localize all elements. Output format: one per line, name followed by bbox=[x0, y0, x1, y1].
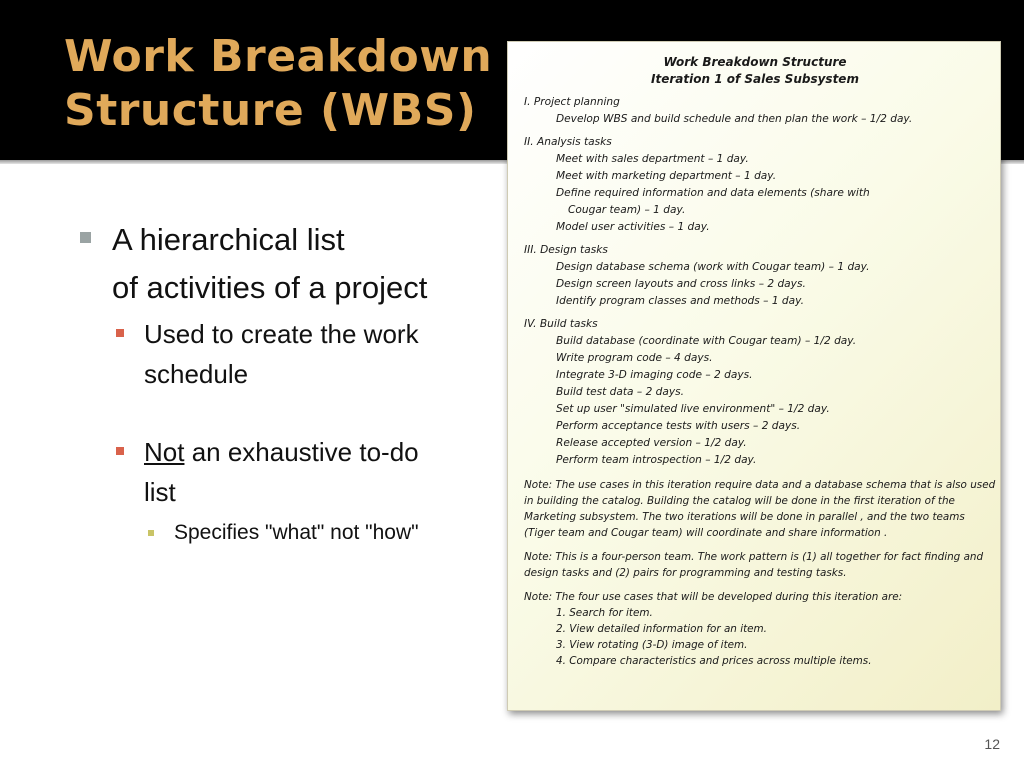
use-case-item: 2. View detailed information for an item. bbox=[556, 623, 767, 635]
note-line: Note: The use cases in this iteration require data and a database schema that is also used bbox=[524, 479, 996, 491]
note-line: Note: This is a four-person team. The work pattern is (1) all together for fact finding and bbox=[524, 551, 984, 563]
slide-title-line: Structure (WBS) bbox=[64, 85, 477, 136]
wbs-section bbox=[524, 242, 986, 310]
card-title-line: Work Breakdown Structure bbox=[663, 55, 847, 69]
task-line: Design database schema (work with Cougar team) – 1 day. bbox=[556, 261, 870, 273]
section-heading: II. Analysis tasks bbox=[524, 136, 612, 148]
wbs-section bbox=[524, 134, 986, 236]
note-line: Marketing subsystem. The two iterations will be done in parallel , and the two teams bbox=[524, 511, 965, 523]
bullet-text: of activities of a project bbox=[112, 270, 428, 305]
slide-title-line: Work Breakdown bbox=[64, 31, 493, 82]
task-line: Define required information and data elements (share with bbox=[556, 187, 870, 199]
card-title-line: Iteration 1 of Sales Subsystem bbox=[651, 72, 859, 86]
note-block bbox=[524, 589, 986, 669]
bullet-list bbox=[76, 216, 506, 548]
slide-title bbox=[64, 30, 504, 138]
card-title bbox=[524, 54, 986, 88]
note-line: Note: The four use cases that will be developed during this iteration are: bbox=[524, 591, 903, 603]
note-block bbox=[524, 549, 986, 581]
bullet-text: schedule bbox=[144, 359, 249, 389]
task-line: Perform acceptance tests with users – 2 days. bbox=[556, 420, 801, 432]
task-line: Model user activities – 1 day. bbox=[556, 221, 710, 233]
square-bullet-icon bbox=[116, 447, 124, 455]
wbs-section bbox=[524, 316, 986, 469]
section-heading: IV. Build tasks bbox=[524, 318, 598, 330]
task-line: Develop WBS and build schedule and then plan the work – 1/2 day. bbox=[556, 113, 913, 125]
bullet-text bbox=[144, 432, 506, 472]
bullet-text: Specifies "what" not "how" bbox=[174, 521, 419, 544]
wbs-document-image bbox=[507, 41, 1001, 711]
page-number: 12 bbox=[984, 736, 1000, 752]
task-line: Build database (coordinate with Cougar team) – 1/2 day. bbox=[556, 335, 857, 347]
task-line: Integrate 3-D imaging code – 2 days. bbox=[556, 369, 753, 381]
task-line: Meet with marketing department – 1 day. bbox=[556, 170, 777, 182]
task-line: Meet with sales department – 1 day. bbox=[556, 153, 749, 165]
note-line: design tasks and (2) pairs for programming and testing tasks. bbox=[524, 567, 847, 579]
bullet-text-rest: an exhaustive to-do bbox=[184, 437, 419, 467]
task-line: Cougar team) – 1 day. bbox=[568, 204, 686, 216]
square-bullet-icon bbox=[116, 329, 124, 337]
bullet-level2 bbox=[76, 314, 506, 394]
bullet-level2 bbox=[76, 432, 506, 512]
section-heading: III. Design tasks bbox=[524, 244, 608, 256]
task-line: Write program code – 4 days. bbox=[556, 352, 713, 364]
task-line: Design screen layouts and cross links – 2 days. bbox=[556, 278, 806, 290]
bullet-text: Used to create the work bbox=[144, 319, 419, 349]
bullet-text: A hierarchical list bbox=[112, 222, 345, 257]
task-line: Set up user "simulated live environment" – 1/2 day. bbox=[556, 403, 830, 415]
note-line: (Tiger team and Cougar team) will coordinate and share information . bbox=[524, 527, 888, 539]
note-line: in building the catalog. Building the catalog will be done in the first iteration of the bbox=[524, 495, 955, 507]
use-case-item: 4. Compare characteristics and prices across multiple items. bbox=[556, 655, 872, 667]
task-line: Perform team introspection – 1/2 day. bbox=[556, 454, 757, 466]
task-line: Release accepted version – 1/2 day. bbox=[556, 437, 747, 449]
task-line: Build test data – 2 days. bbox=[556, 386, 685, 398]
task-line: Identify program classes and methods – 1 day. bbox=[556, 295, 804, 307]
bullet-text: list bbox=[144, 477, 176, 507]
section-heading: I. Project planning bbox=[524, 96, 620, 108]
use-case-item: 1. Search for item. bbox=[556, 607, 653, 619]
note-block bbox=[524, 477, 996, 541]
use-case-item: 3. View rotating (3-D) image of item. bbox=[556, 639, 748, 651]
underlined-word: Not bbox=[144, 437, 185, 467]
square-bullet-icon bbox=[148, 530, 154, 536]
bullet-level3 bbox=[76, 518, 506, 548]
square-bullet-icon bbox=[80, 232, 91, 243]
bullet-level1 bbox=[76, 216, 506, 312]
wbs-section bbox=[524, 94, 986, 128]
